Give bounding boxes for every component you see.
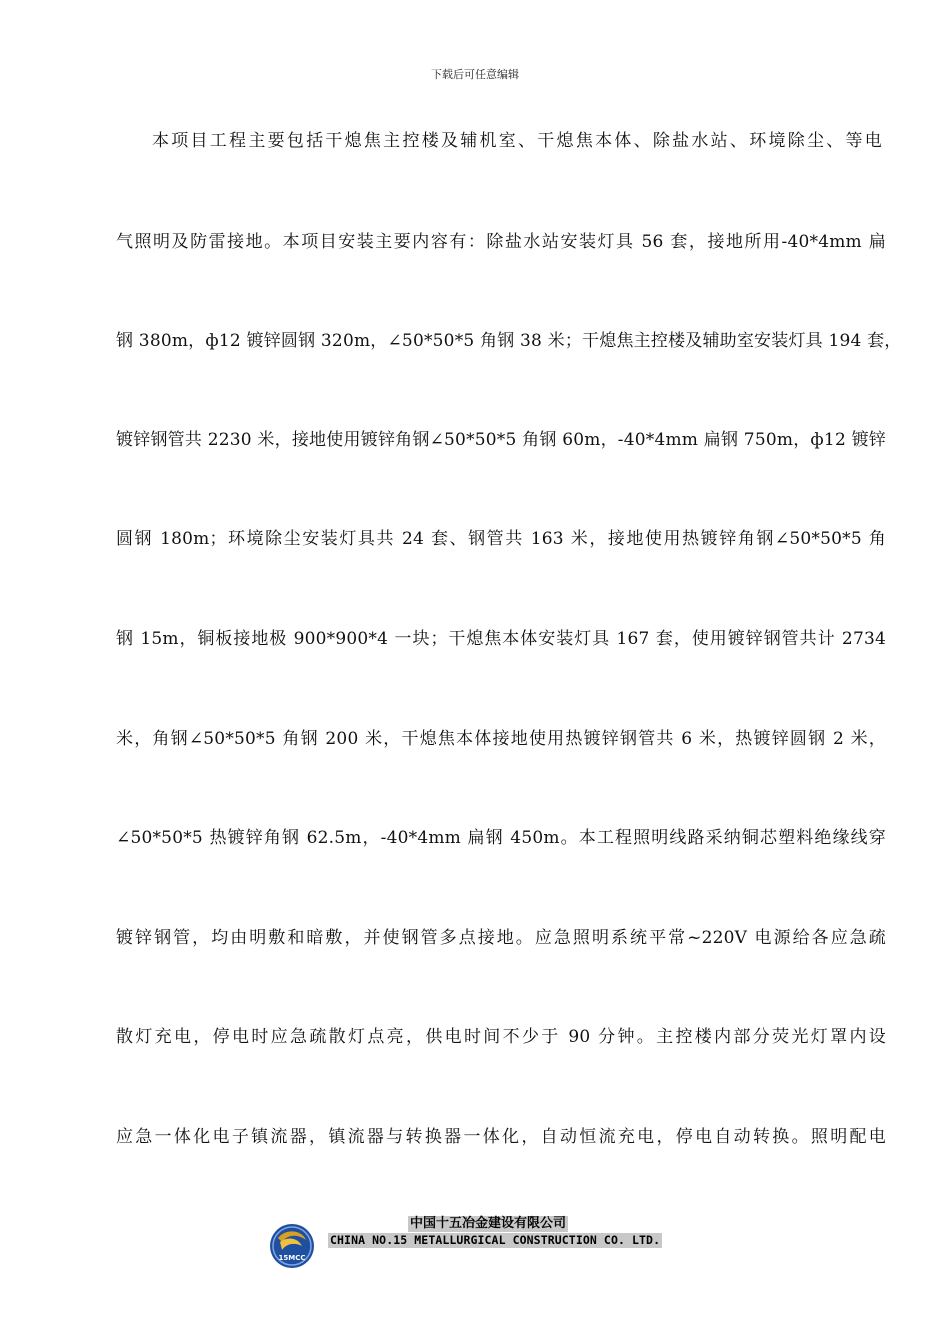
header-note: 下载后可任意编辑	[431, 68, 519, 81]
body-line: 镀锌钢管，均由明敷和暗敷，并使钢管多点接地。应急照明系统平常~220V 电源给各应急疏	[116, 928, 886, 948]
body-line: 本项目工程主要包括干熄焦主控楼及辅机室、干熄焦本体、除盐水站、环境除尘、等电	[152, 131, 882, 151]
company-name-cn: 中国十五冶金建设有限公司	[410, 1216, 567, 1231]
body-line: 气照明及防雷接地。本项目安装主要内容有：除盐水站安装灯具 56 套，接地所用-40*4mm 扁	[116, 232, 886, 252]
body-line: 米，角钢∠50*50*5 角钢 200 米，干熄焦本体接地使用热镀锌钢管共 6 米，热镀锌圆钢 2 米，	[116, 729, 886, 749]
body-line: 钢 15m，铜板接地极 900*900*4 一块；干熄焦本体安装灯具 167 套，使用镀锌钢管共计 2734	[116, 629, 886, 649]
body-line: 镀锌钢管共 2230 米，接地使用镀锌角钢∠50*50*5 角钢 60m，-40*4mm 扁钢 750m，ф12 镀锌	[116, 430, 886, 450]
body-line: 应急一体化电子镇流器，镇流器与转换器一体化，自动恒流充电，停电自动转换。照明配电	[116, 1127, 886, 1147]
body-line: 散灯充电，停电时应急疏散灯点亮，供电时间不少于 90 分钟。主控楼内部分荧光灯罩内设	[116, 1027, 886, 1047]
body-line: ∠50*50*5 热镀锌角钢 62.5m，-40*4mm 扁钢 450m。本工程照明线路采纳铜芯塑料绝缘线穿	[116, 828, 886, 848]
footer	[268, 1216, 688, 1272]
body-line: 圆钢 180m；环境除尘安装灯具共 24 套、钢管共 163 米，接地使用热镀锌角钢∠50*50*5 角	[116, 529, 886, 549]
company-logo-icon	[268, 1222, 316, 1270]
body-line: 钢 380m，ф12 镀锌圆钢 320m，∠50*50*5 角钢 38 米；干熄焦主控楼及辅助室安装灯具 194 套，	[116, 331, 902, 351]
logo-text: 15MCC	[278, 1254, 306, 1262]
company-name-en: CHINA NO.15 METALLURGICAL CONSTRUCTION CO. LTD.	[330, 1233, 661, 1247]
